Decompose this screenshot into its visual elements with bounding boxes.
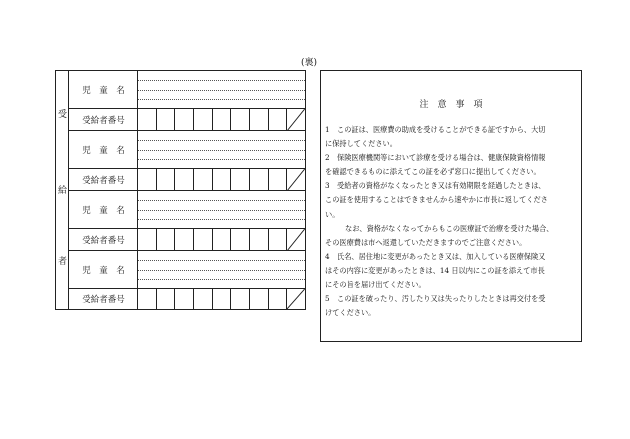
notes-box <box>320 70 582 342</box>
recipient-side-column <box>56 71 69 309</box>
side-label-char-3: 者 <box>57 257 67 267</box>
notes-title: 注 意 事 項 <box>419 100 483 110</box>
recipient-number-label: 受給者番号 <box>82 116 125 126</box>
note-line: 2 保険医療機関等において診療を受ける場合は、健康保険資格情報 <box>325 153 546 163</box>
recipient-number-field[interactable] <box>138 229 305 251</box>
side-label-char-1: 受 <box>57 110 67 120</box>
note-line: はその内容に変更があったときは、14 日以内にこの証を添えて市長 <box>325 265 545 275</box>
cancelled-cell <box>287 229 305 251</box>
cancelled-cell <box>287 289 305 309</box>
notes-body <box>325 123 580 320</box>
note-line: 4 氏名、居住地に変更があったとき又は、加入している医療保険又 <box>325 251 546 261</box>
child-name-field[interactable] <box>138 251 305 289</box>
recipient-number-field[interactable] <box>138 169 305 191</box>
note-line: その医療費は市へ返還していただきますのでご注意ください。 <box>325 237 527 247</box>
child-name-field[interactable] <box>138 131 305 169</box>
child-name-field[interactable] <box>138 191 305 229</box>
recipient-table <box>55 70 306 310</box>
side-label-char-2: 給 <box>57 186 67 196</box>
recipient-number-field[interactable] <box>138 289 305 309</box>
note-line: けてください。 <box>325 308 376 318</box>
note-line: い。 <box>325 209 340 219</box>
back-side-label: (裏) <box>301 58 318 68</box>
cancelled-cell <box>287 109 305 131</box>
recipient-block-4 <box>69 251 305 309</box>
child-name-label: 児 童 名 <box>69 71 138 109</box>
note-line: にその旨を届け出てください。 <box>325 280 426 290</box>
recipient-block-3 <box>69 191 305 251</box>
note-line: を確認できるものに添えてこの証を必ず窓口に提出してください。 <box>325 167 541 177</box>
note-line: 1 この証は、医療費の助成を受けることができる証ですから、大切 <box>325 125 546 134</box>
recipient-block-1 <box>69 71 305 131</box>
child-name-label: 児 童 名 <box>69 131 138 169</box>
note-line: に保持してください。 <box>325 139 397 149</box>
note-line: この証を使用することはできませんから速やかに市長に返してくださ <box>325 195 548 205</box>
recipient-number-field[interactable] <box>138 109 305 131</box>
recipient-number-label: 受給者番号 <box>82 176 125 186</box>
recipient-number-label: 受給者番号 <box>82 295 125 305</box>
note-line: なお、資格がなくなってからもこの医療証で治療を受けた場合、 <box>345 223 554 233</box>
child-name-label: 児 童 名 <box>69 251 138 289</box>
recipient-block-2 <box>69 131 305 191</box>
note-line: 3 受給者の資格がなくなったとき又は有効期限を経過したときは、 <box>325 181 546 191</box>
child-name-field[interactable] <box>138 71 305 109</box>
note-line: 5 この証を破ったり、汚したり又は失ったりしたときは再交付を受 <box>325 294 546 304</box>
cancelled-cell <box>287 169 305 191</box>
recipient-number-label: 受給者番号 <box>82 236 125 246</box>
child-name-label: 児 童 名 <box>69 191 138 229</box>
